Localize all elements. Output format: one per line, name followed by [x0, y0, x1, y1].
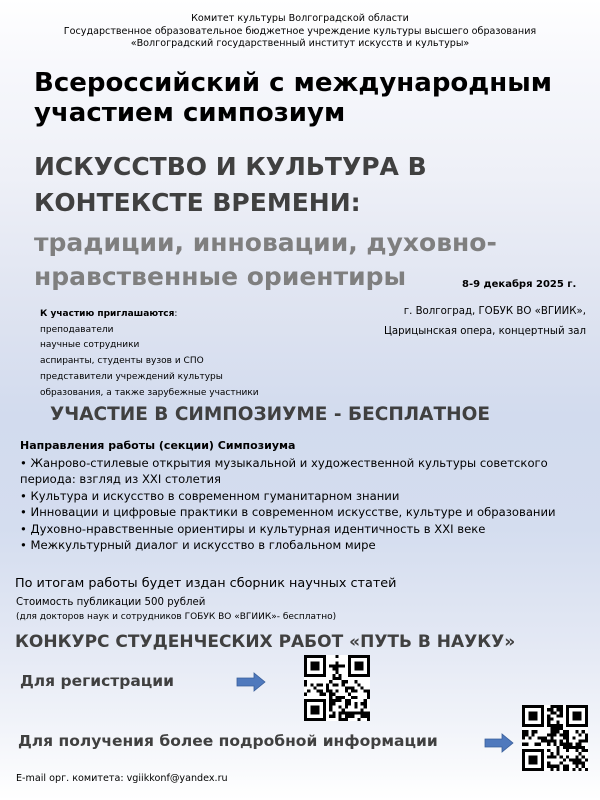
- organizing-committee-email: [16, 773, 228, 784]
- event-type-title: [34, 68, 552, 128]
- participant-item: преподаватели: [40, 324, 114, 335]
- participant-item: образования, а также зарубежные участники: [40, 387, 259, 398]
- section-item: • Духовно-нравственные ориентиры и культурная идентичность в XXI веке: [20, 521, 486, 536]
- participant-item: научные сотрудники: [40, 340, 140, 351]
- event-type-line-1: Всероссийский с международным: [34, 68, 553, 98]
- arrow-right-icon: [484, 733, 514, 753]
- qr-code-icon[interactable]: [522, 705, 588, 771]
- event-venue: [326, 302, 586, 342]
- registration-label: Для регистрации: [20, 672, 175, 690]
- section-item-text: Духовно-нравственные ориентиры и культурная идентичность в XXI веке: [30, 521, 486, 536]
- sections-block: [20, 438, 590, 554]
- venue-line-1: г. Волгоград, ГОБУК ВО «ВГИИК»,: [403, 306, 586, 317]
- event-dates: 8-9 декабря 2025 г.: [462, 279, 577, 290]
- header-line-2: Государственное образовательное бюджетное учреждение культуры высшего образования: [63, 25, 537, 37]
- section-item-text: Культура и искусство в современном гуманитарном знании: [30, 488, 400, 503]
- participant-item: представители учреждений культуры: [40, 371, 223, 382]
- section-item: • Межкультурный диалог и искусство в глобальном мире: [20, 538, 376, 552]
- publication-note: (для докторов наук и сотрудников ГОБУК ВО «ВГИИК»- бесплатно): [16, 612, 337, 622]
- free-participation-banner: УЧАСТИЕ В СИМПОЗИУМЕ - БЕСПЛАТНОЕ: [50, 404, 490, 425]
- qr-code-icon[interactable]: [304, 655, 370, 721]
- subtitle-line-2: нравственные ориентиры: [34, 262, 407, 291]
- main-title: [34, 149, 427, 221]
- participants-block: [40, 307, 259, 401]
- participants-heading: К участию приглашаются: [40, 309, 175, 319]
- section-item-text: Жанрово-стилевые открытия музыкальной и художественной культуры советского периода: взгляд из XXI столетия: [20, 455, 548, 486]
- arrow-right-icon: [236, 672, 266, 692]
- subtitle: [34, 226, 497, 294]
- section-item: • Инновации и цифровые практики в современном искусстве, культуре и образовании: [20, 505, 556, 519]
- venue-line-2: Царицынская опера, концертный зал: [384, 326, 586, 337]
- section-item: • Жанрово-стилевые открытия музыкальной и художественной культуры советского периода: взгляд из XXI столетия: [20, 455, 548, 486]
- more-info-label: Для получения более подробной информации: [18, 732, 438, 750]
- main-title-line-1: ИСКУССТВО И КУЛЬТУРА В: [34, 152, 427, 181]
- header-line-3: «Волгоградский государственный институт искусств и культуры»: [130, 38, 470, 49]
- section-item: • Культура и искусство в современном гуманитарном знании: [20, 488, 400, 503]
- organizer-header: [0, 13, 600, 51]
- email-address[interactable]: vgiikkonf@yandex.ru: [126, 773, 228, 784]
- student-contest-title: КОНКУРС СТУДЕНЧЕСКИХ РАБОТ «ПУТЬ В НАУКУ»: [15, 632, 516, 652]
- participants-heading-colon: :: [174, 309, 178, 319]
- participants-heading-row: [40, 307, 259, 323]
- collection-notice: По итогам работы будет издан сборник научных статей: [15, 576, 397, 591]
- section-item-text: Инновации и цифровые практики в современном искусстве, культуре и образовании: [30, 505, 556, 519]
- section-item-text: Межкультурный диалог и искусство в глобальном мире: [30, 538, 376, 552]
- event-type-line-2: участием симпозиум: [34, 98, 346, 128]
- sections-heading: Направления работы (секции) Симпозиума: [20, 439, 296, 452]
- subtitle-line-1: традиции, инновации, духовно-: [34, 228, 497, 257]
- main-title-line-2: КОНТЕКСТЕ ВРЕМЕНИ:: [34, 188, 361, 217]
- publication-cost: Стоимость публикации 500 рублей: [16, 597, 206, 608]
- email-label: E-mail орг. комитета:: [16, 773, 124, 784]
- header-line-1: Комитет культуры Волгоградской области: [191, 13, 409, 24]
- participant-item: аспиранты, студенты вузов и СПО: [40, 356, 204, 367]
